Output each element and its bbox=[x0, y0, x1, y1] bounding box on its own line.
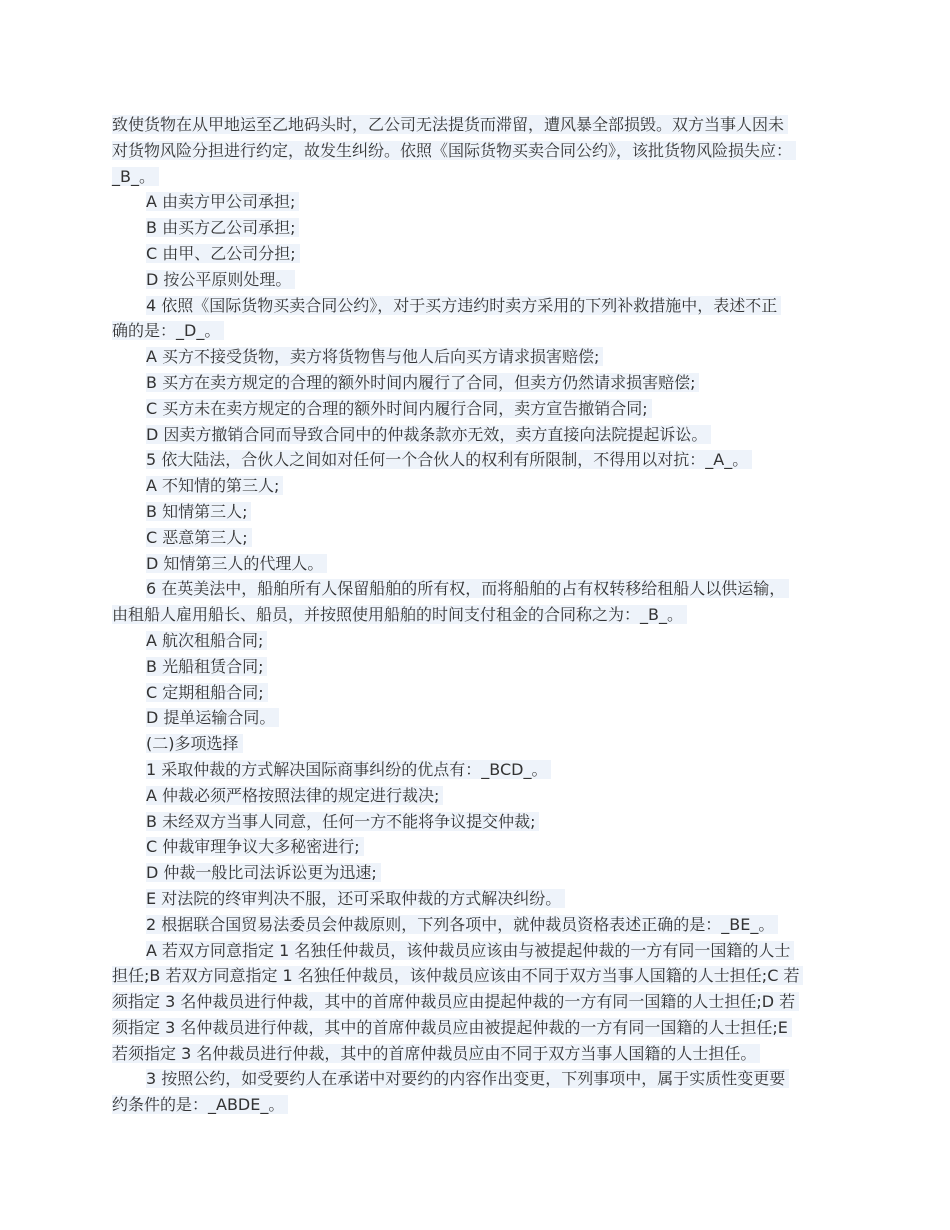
text-line: 须指定 3 名仲裁员进行仲裁，其中的首席仲裁员应由被提起仲裁的一方有同一国籍的人士担任;E bbox=[112, 1015, 842, 1041]
option-line: C 恶意第三人; bbox=[112, 525, 842, 551]
text-line: 约条件的是：_ABDE_。 bbox=[112, 1092, 842, 1118]
text-line: 对货物风险分担进行约定，故发生纠纷。依照《国际货物买卖合同公约》，该批货物风险损失应： bbox=[112, 138, 842, 164]
section-heading: (二)多项选择 bbox=[112, 731, 842, 757]
question-line: 4 依照《国际货物买卖合同公约》，对于买方违约时卖方采用的下列补救措施中，表述不正 bbox=[112, 293, 842, 319]
document-page bbox=[112, 112, 842, 1118]
option-line: C 仲裁审理争议大多秘密进行; bbox=[112, 834, 842, 860]
option-line: D 因卖方撤销合同而导致合同中的仲裁条款亦无效，卖方直接向法院提起诉讼。 bbox=[112, 422, 842, 448]
option-line: A 买方不接受货物，卖方将货物售与他人后向买方请求损害赔偿; bbox=[112, 344, 842, 370]
option-line: D 按公平原则处理。 bbox=[112, 267, 842, 293]
option-line: C 由甲、乙公司分担; bbox=[112, 241, 842, 267]
text-line: 致使货物在从甲地运至乙地码头时，乙公司无法提货而滞留，遭风暴全部损毁。双方当事人因未 bbox=[112, 112, 842, 138]
option-line: E 对法院的终审判决不服，还可采取仲裁的方式解决纠纷。 bbox=[112, 886, 842, 912]
option-line: B 由买方乙公司承担; bbox=[112, 215, 842, 241]
option-line: D 提单运输合同。 bbox=[112, 705, 842, 731]
question-line: 6 在英美法中，船舶所有人保留船舶的所有权，而将船舶的占有权转移给租船人以供运输， bbox=[112, 576, 842, 602]
option-line: A 航次租船合同; bbox=[112, 628, 842, 654]
text-line: 由租船人雇用船长、船员，并按照使用船舶的时间支付租金的合同称之为：_B_。 bbox=[112, 602, 842, 628]
question-line: 5 依大陆法，合伙人之间如对任何一个合伙人的权利有所限制，不得用以对抗：_A_。 bbox=[112, 447, 842, 473]
option-line: D 知情第三人的代理人。 bbox=[112, 551, 842, 577]
text-line: 须指定 3 名仲裁员进行仲裁，其中的首席仲裁员应由提起仲裁的一方有同一国籍的人士担任;D 若 bbox=[112, 989, 842, 1015]
text-line: _B_。 bbox=[112, 164, 842, 190]
text-line: 担任;B 若双方同意指定 1 名独任仲裁员，该仲裁员应该由不同于双方当事人国籍的人士担任;C 若 bbox=[112, 963, 842, 989]
option-line: A 仲裁必须严格按照法律的规定进行裁决; bbox=[112, 783, 842, 809]
option-line: B 买方在卖方规定的合理的额外时间内履行了合同，但卖方仍然请求损害赔偿; bbox=[112, 370, 842, 396]
option-line: A 不知情的第三人; bbox=[112, 473, 842, 499]
question-line: 2 根据联合国贸易法委员会仲裁原则，下列各项中，就仲裁员资格表述正确的是：_BE_。 bbox=[112, 912, 842, 938]
option-line: D 仲裁一般比司法诉讼更为迅速; bbox=[112, 860, 842, 886]
option-line: C 定期租船合同; bbox=[112, 680, 842, 706]
option-line: B 知情第三人; bbox=[112, 499, 842, 525]
option-line: A 由卖方甲公司承担; bbox=[112, 189, 842, 215]
text-line: 若须指定 3 名仲裁员进行仲裁，其中的首席仲裁员应由不同于双方当事人国籍的人士担任。 bbox=[112, 1041, 842, 1067]
question-line: 3 按照公约，如受要约人在承诺中对要约的内容作出变更，下列事项中，属于实质性变更要 bbox=[112, 1066, 842, 1092]
question-line: 1 采取仲裁的方式解决国际商事纠纷的优点有：_BCD_。 bbox=[112, 757, 842, 783]
option-line: C 买方未在卖方规定的合理的额外时间内履行合同，卖方宣告撤销合同; bbox=[112, 396, 842, 422]
option-line: B 光船租赁合同; bbox=[112, 654, 842, 680]
option-line: A 若双方同意指定 1 名独任仲裁员，该仲裁员应该由与被提起仲裁的一方有同一国籍的人士 bbox=[112, 938, 842, 964]
text-line: 确的是：_D_。 bbox=[112, 318, 842, 344]
option-line: B 未经双方当事人同意，任何一方不能将争议提交仲裁; bbox=[112, 809, 842, 835]
